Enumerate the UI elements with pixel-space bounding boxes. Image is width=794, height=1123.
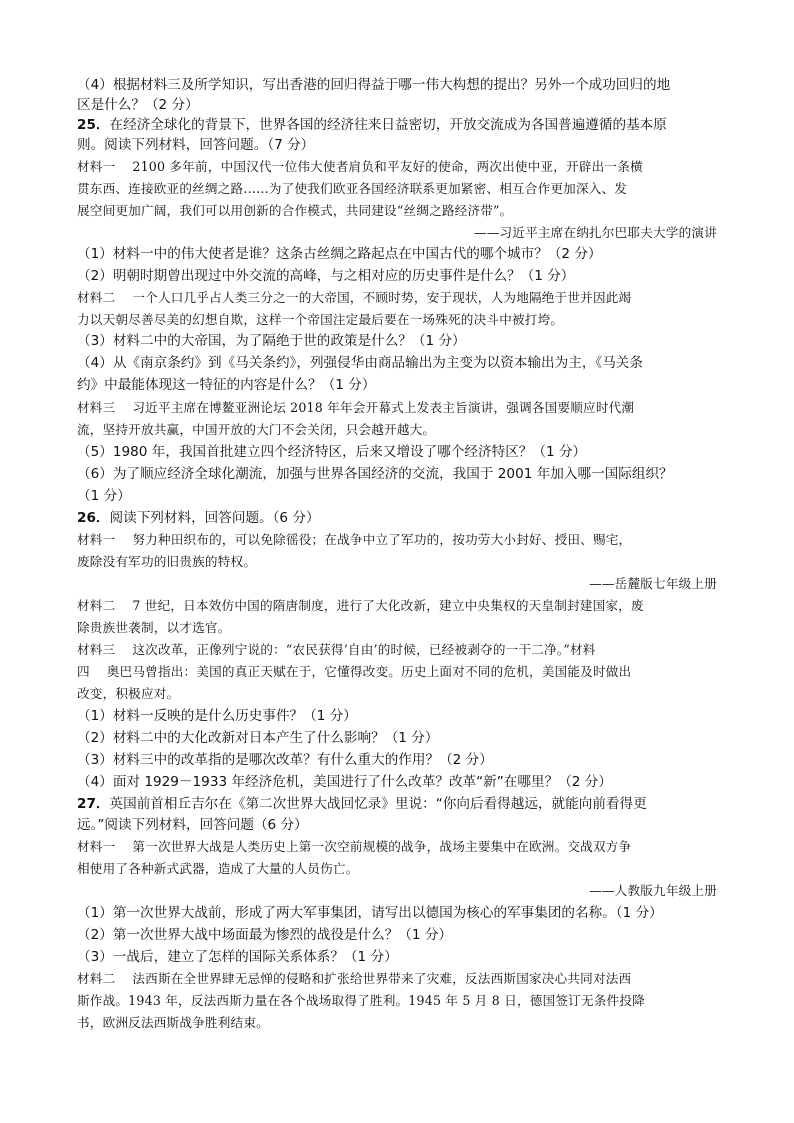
sub-question: （2）明朝时期曾出现过中外交流的高峰，与之相对应的历史事件是什么？（1 分）: [77, 268, 575, 284]
material-text: 材料三 习近平主席在博鳌亚洲论坛 2018 年年会开幕式上发表主旨演讲，强调各国要顺应时代潮: [77, 400, 635, 415]
material-text: 流，坚持开放共赢，中国开放的大门不会关闭，只会越开越大。: [77, 422, 436, 437]
question-24-part-4: （4）根据材料三及所学知识，写出香港的回归得益于哪一伟大构想的提出？另外一个成功回归的地: [77, 77, 671, 93]
material-text: 材料一 第一次世界大战是人类历史上第一次空前规模的战争，战场主要集中在欧洲。交战双方争: [77, 839, 632, 854]
question-text: 在经济全球化的背景下，世界各国的经济往来日益密切，开放交流成为各国普遍遵循的基本原: [109, 117, 667, 133]
material-text: 材料一 努力种田织布的，可以免除徭役；在战争中立了军功的，按功劳大小封好、授田、赐宅，: [77, 532, 632, 547]
material-text: 材料一 2100 多年前，中国汉代一位伟大使者肩负和平友好的使命，两次出使中亚，开辟出一条横: [77, 159, 643, 174]
material-text: 材料二 一个人口几乎占人类三分之一的大帝国，不顾时势，安于现状，人为地隔绝于世并因此竭: [77, 290, 632, 305]
sub-question: （3）材料三中的改革指的是哪次改革？有什么重大的作用？（2 分）: [77, 752, 493, 768]
question-number: 25．: [77, 117, 110, 133]
question-24-part-4-cont: 区是什么？（2 分）: [77, 97, 199, 113]
material-text: 书，欧洲反法西斯战争胜利结束。: [77, 1015, 269, 1030]
sub-question: （4）从《南京条约》到《马关条约》，列强侵华由商品输出为主变为以资本输出为主，《马关条: [77, 355, 643, 371]
sub-question: （3）材料二中的大帝国，为了隔绝于世的政策是什么？（1 分）: [77, 333, 466, 349]
material-text: 除贵族世袭制，以才选官。: [77, 620, 231, 635]
sub-question: （2）材料二中的大化改新对日本产生了什么影响？（1 分）: [77, 730, 439, 746]
material-text: 斯作战。1943 年，反法西斯力量在各个战场取得了胜利。1945 年 5 月 8 日，德国签订无条件投降: [77, 993, 645, 1008]
material-source: ——岳麓版七年级上册: [589, 576, 717, 591]
material-text: 改变，积极应对。: [77, 686, 180, 701]
material-text: 贯东西、连接欧亚的丝绸之路……为了使我们欧亚各国经济联系更加紧密、相互合作更加深入、发: [77, 181, 628, 196]
sub-question: （4）面对 1929－1933 年经济危机，美国进行了什么改革？改革“新”在哪里？（2 分）: [77, 774, 612, 790]
sub-question: （1）第一次世界大战前，形成了两大军事集团，请写出以德国为核心的军事集团的名称。（1 分）: [77, 905, 663, 921]
sub-question-cont: 约》中最能体现这一特征的内容是什么？（1 分）: [77, 377, 376, 393]
question-number: 27．: [77, 796, 110, 812]
question-27-stem-cont: 远。”阅读下列材料，回答问题（6 分）: [77, 817, 308, 833]
question-number: 26．: [77, 510, 110, 526]
question-text: 英国前首相丘吉尔在《第二次世界大战回忆录》里说：“你向后看得越远，就能向前看得更: [109, 796, 647, 812]
question-25-stem-cont: 则。阅读下列材料，回答问题。（7 分）: [77, 137, 315, 153]
sub-question: （1）材料一中的伟大使者是谁？这条古丝绸之路起点在中国古代的哪个城市？（2 分）: [77, 246, 602, 262]
material-text: 相使用了各种新式武器，造成了大量的人员伤亡。: [77, 861, 359, 876]
material-text: 废除没有军功的旧贵族的特权。: [77, 554, 257, 569]
material-text: 展空间更加广阔，我们可以用创新的合作模式，共同建设“丝绸之路经济带”。: [77, 203, 513, 218]
material-text: 材料二 法西斯在全世界肆无忌惮的侵略和扩张给世界带来了灾难，反法西斯国家决心共同对法西: [77, 971, 632, 986]
question-27-stem: [77, 794, 717, 814]
material-text: 材料三 这次改革，正像列宁说的：“农民获得‘自由’的时候，已经被剥夺的一干二净。”材料: [77, 642, 596, 657]
material-text: 材料二 7 世纪，日本效仿中国的隋唐制度，进行了大化改新，建立中央集权的天皇制封建国家，废: [77, 598, 644, 613]
material-source: ——习近平主席在纳扎尔巴耶夫大学的演讲: [473, 225, 717, 240]
material-source: ——人教版九年级上册: [589, 883, 717, 898]
question-25-stem: [77, 115, 717, 135]
material-text: 力以天朝尽善尽美的幻想自欺，这样一个帝国注定最后要在一场殊死的决斗中被打垮。: [77, 312, 564, 327]
sub-question: （3）一战后，建立了怎样的国际关系体系？（1 分）: [77, 949, 398, 965]
sub-question: （6）为了顺应经济全球化潮流，加强与世界各国经济的交流，我国于 2001 年加入哪一国际组织？: [77, 466, 673, 482]
sub-question: （2）第一次世界大战中场面最为惨烈的战役是什么？（1 分）: [77, 927, 453, 943]
material-text: 四 奥巴马曾指出：美国的真正天赋在于，它懂得改变。历史上面对不同的危机，美国能及时做出: [77, 664, 632, 679]
sub-question: （1）材料一反映的是什么历史事件？（1 分）: [77, 708, 357, 724]
sub-question: （5）1980 年，我国首批建立四个经济特区，后来又增设了哪个经济特区？（1 分）: [77, 444, 587, 460]
sub-question-cont: （1 分）: [77, 488, 131, 504]
question-text: 阅读下列材料，回答问题。（6 分）: [109, 510, 320, 526]
question-26-stem: [77, 508, 717, 528]
